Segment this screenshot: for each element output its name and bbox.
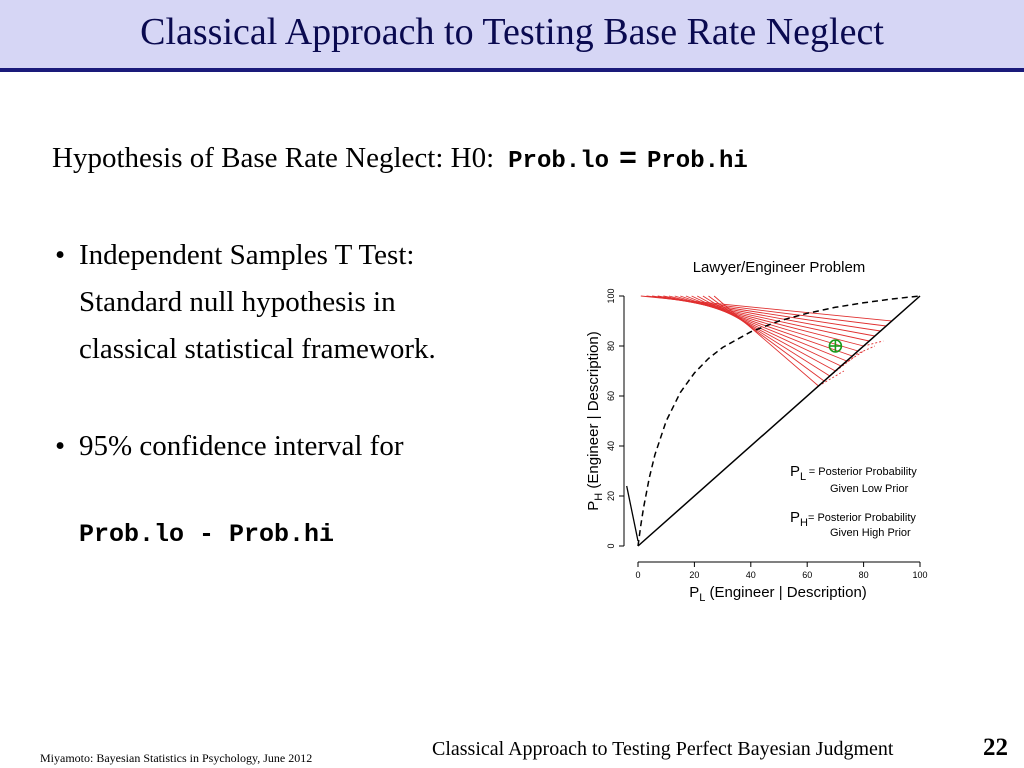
red-projection-line [714,296,818,386]
red-dotted-line [819,371,844,386]
y-tick-label: 60 [606,390,616,402]
y-tick-label: 40 [606,440,616,452]
red-projection-line [692,296,841,366]
y-tick-label: 80 [606,340,616,352]
bullet-marker: • [55,239,66,271]
legend-high-prior: $P_H^{= Posterior Probability}$ [790,509,916,529]
bullet-text-line: 95% confidence interval for [79,430,404,462]
plot-area [627,296,920,546]
bullet-text-line: Independent Samples T Test: [79,239,415,271]
chart-title: Lawyer/Engineer Problem [692,259,866,276]
red-projection-line [703,296,830,376]
footer-citation: Miyamoto: Bayesian Statistics in Psychology, June 2012 [40,751,313,765]
x-tick-label: 20 [689,570,700,580]
legend-high-prior-line2: Given High Prior [830,527,911,539]
x-tick-label: 60 [802,570,813,580]
bullet-marker: • [55,430,66,462]
slide-title: Classical Approach to Testing Base Rate Neglect [140,11,884,53]
y-tick-label: 20 [606,490,616,502]
hypothesis-rhs: Prob.hi [647,148,748,175]
x-axis-label: $P_L$ (Engineer | Description) [689,584,867,604]
y-axis-label: $P_H$ (Engineer | Description) [585,331,605,511]
difference-expression: Prob.lo - Prob.hi [79,520,335,549]
legend-low-prior-line2: Given Low Prior [830,483,909,495]
hypothesis-operator: = [618,143,637,177]
page-number: 22 [983,734,1008,761]
x-tick-label: 100 [912,570,928,580]
x-tick-label: 80 [858,570,869,580]
lawyer-engineer-chart [560,250,950,610]
y-tick-label: 100 [606,288,616,304]
hypothesis-lhs: Prob.lo [508,148,609,175]
x-tick-label: 40 [745,570,756,580]
bullet-text-line: Standard null hypothesis in [79,286,396,318]
footer-section-title: Classical Approach to Testing Perfect Bayesian Judgment [432,738,894,760]
bullet-text-line: classical statistical framework. [79,333,436,365]
red-projection-line [686,296,847,361]
y-tick-label: 0 [606,543,616,549]
hypothesis-prefix: Hypothesis of Base Rate Neglect: H0: [52,142,495,174]
red-dotted-line [852,346,875,356]
legend-low-prior: $P_L$ $^{= Posterior Probability}$ [790,463,917,483]
x-tick-label: 0 [635,570,641,580]
hypothesis-line [52,142,748,177]
corner-segment [627,486,638,541]
